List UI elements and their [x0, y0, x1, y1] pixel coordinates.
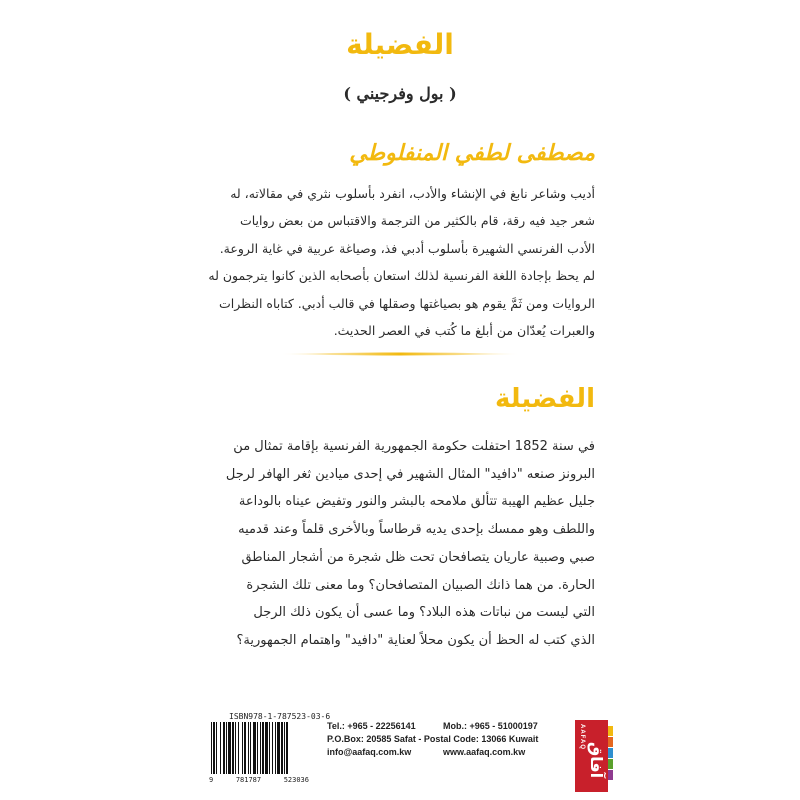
mobile-number: Mob.: +965 - 51000197 — [443, 721, 538, 731]
excerpt-line: الذي كتب له الحظ أن يكون محلاً لعناية "دافيد" واهتمام الجمهورية؟ — [236, 632, 595, 648]
barcode-digit-group: 781787 — [235, 776, 262, 784]
publisher-footer — [207, 710, 627, 790]
excerpt-text — [205, 433, 595, 655]
contact-block — [327, 733, 538, 746]
excerpt-line: في سنة 1852 احتفلت حكومة الجمهورية الفرنسية بإقامة تمثال من — [233, 439, 595, 454]
contact-block — [327, 746, 411, 759]
barcode — [207, 710, 331, 790]
book-title: الفضيلة — [346, 28, 454, 61]
excerpt-line: الحارة. من هما ذانك الصبيان المتصافحان؟ وما معنى تلك الشجرة — [246, 577, 595, 593]
bio-line: لم يحظ بإجادة اللغة الفرنسية لذلك استعان بأصحابه الذين كانوا يترجمون له — [208, 268, 595, 284]
bio-line: الروايات ومن ثَمَّ يقوم هو بصياغتها وصقلها في قالب أدبي. كتاباه النظرات — [219, 295, 595, 311]
contact-block — [327, 720, 416, 733]
excerpt-line: البرونز صنعه "دافيد" المثال الشهير في إحدى ميادين ثغر الهافر لرجل — [225, 466, 595, 482]
website-link: www.aafaq.com.kw — [443, 747, 526, 757]
bio-line: أديب وشاعر نابغ في الإنشاء والأدب، انفرد بأسلوب نثري في مقالاته، له — [230, 186, 595, 201]
logo-arabic-text: آفاق — [587, 741, 606, 779]
isbn-label: ISBN978-1-787523-03-6 — [229, 712, 331, 721]
publisher-logo — [575, 720, 615, 792]
contact-block — [443, 746, 525, 759]
po-box: P.O.Box: 20585 Safat - Postal Code: 13066 Kuwait — [327, 734, 539, 744]
excerpt-title: الفضيلة — [494, 384, 595, 414]
excerpt-line: التي ليست من نباتات هذه البلاد؟ وما عسى أن يكون ذلك الرجل — [253, 605, 595, 621]
logo-latin-text: AAFAQ — [579, 724, 585, 750]
bio-line: والعبرات يُعدّان من أبلغ ما كُتب في العصر الحديث. — [333, 323, 595, 339]
phone-number: Tel.: +965 - 22256141 — [327, 721, 416, 731]
barcode-digit-group: 9 — [209, 776, 214, 784]
bio-line: شعر جيد فيه رقة، قام بالكثير من الترجمة والاقتباس من بعض روايات — [239, 213, 595, 229]
barcode-digits — [207, 776, 311, 784]
excerpt-line: جليل عظيم الهيبة تتألق ملامحه بالبشر والنور وتفيض عيناه بالوداعة — [238, 494, 595, 510]
author-bio — [205, 180, 595, 344]
book-subtitle: ( بول وفرجيني ) — [343, 84, 457, 103]
contact-block — [443, 720, 538, 733]
bio-line: الأدب الفرنسي الشهيرة بأسلوب أدبي فذ، وصياغة عربية في غاية الروعة. — [219, 240, 595, 256]
excerpt-line: صبي وصبية عاريان يتصافحان تحت ظل شجرة من أشجار المناطق — [241, 549, 595, 565]
author-name: مصطفى لطفي المنفلوطي — [349, 140, 595, 166]
barcode-icon — [207, 722, 311, 776]
email-address: info@aafaq.com.kw — [327, 747, 412, 757]
excerpt-line: واللطف وهو ممسك بإحدى يديه قرطاساً وبالأخرى قلماً وعند قدميه — [238, 522, 595, 538]
divider — [280, 352, 520, 356]
barcode-digit-group: 523036 — [283, 776, 309, 784]
